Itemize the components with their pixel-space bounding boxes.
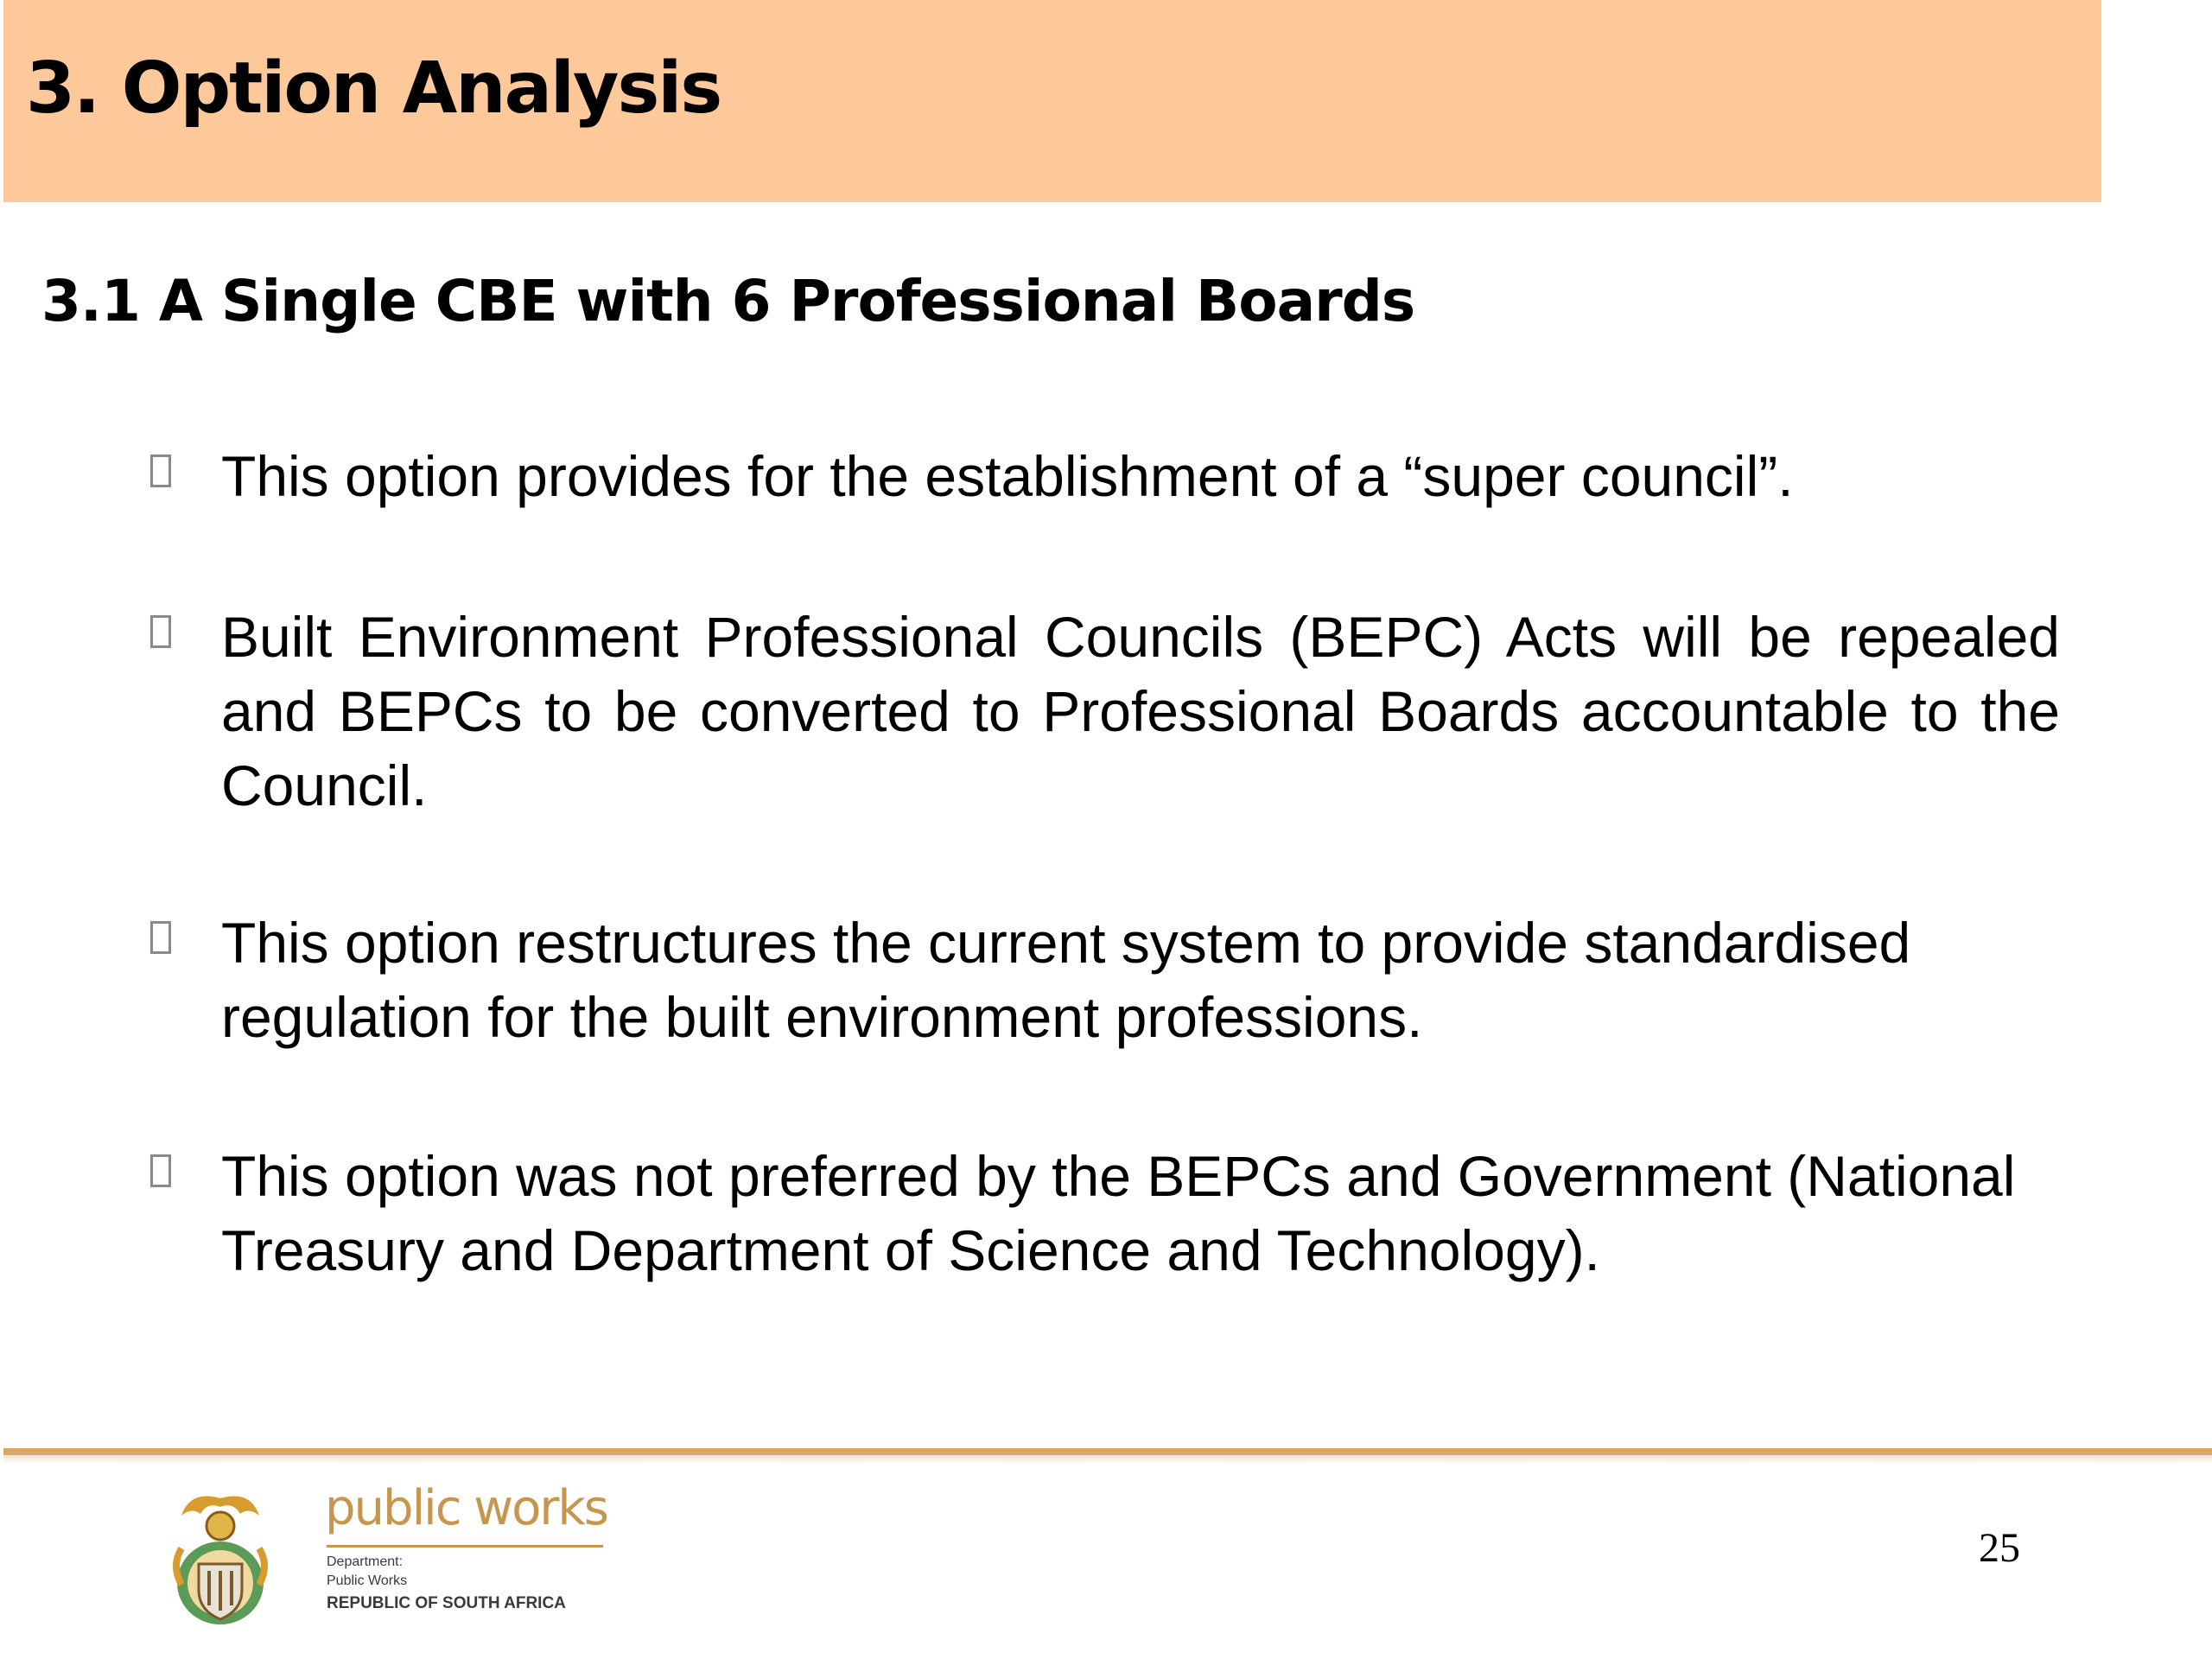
bullet-marker-icon [150,1154,171,1187]
slide-title: 3. Option Analysis [26,48,721,130]
page-number: 25 [1979,1525,2020,1571]
footer-rule [3,1448,2212,1455]
bullet-text: Built Environment Professional Councils (BEPC) Acts will be repealed and BEPCs to be converted to Professional Boards accountable to the Council. [221,605,2060,817]
logo-line-country: REPUBLIC OF SOUTH AFRICA [327,1594,566,1612]
bullet-text: This option restructures the current system to provide standardised regulation for the built environment professions. [221,911,1911,1049]
coat-of-arms-icon [164,1481,276,1628]
logo-name: public works [325,1480,607,1536]
footer-shadow [3,1455,2212,1464]
logo-line-public-works: Public Works [327,1573,408,1588]
bullet-marker-icon [150,615,171,648]
bullet-text: This option was not preferred by the BEPCs and Government (National Treasury and Department of Science and Technology). [221,1144,2016,1282]
section-subtitle: 3.1 A Single CBE with 6 Professional Boards [41,268,1415,334]
bullet-marker-icon [150,921,171,954]
logo-rule [327,1545,603,1548]
bullet-text: This option provides for the establishment of a “super council”. [221,444,1794,508]
bullet-marker-icon [150,454,171,487]
logo-line-department: Department: [327,1554,404,1569]
